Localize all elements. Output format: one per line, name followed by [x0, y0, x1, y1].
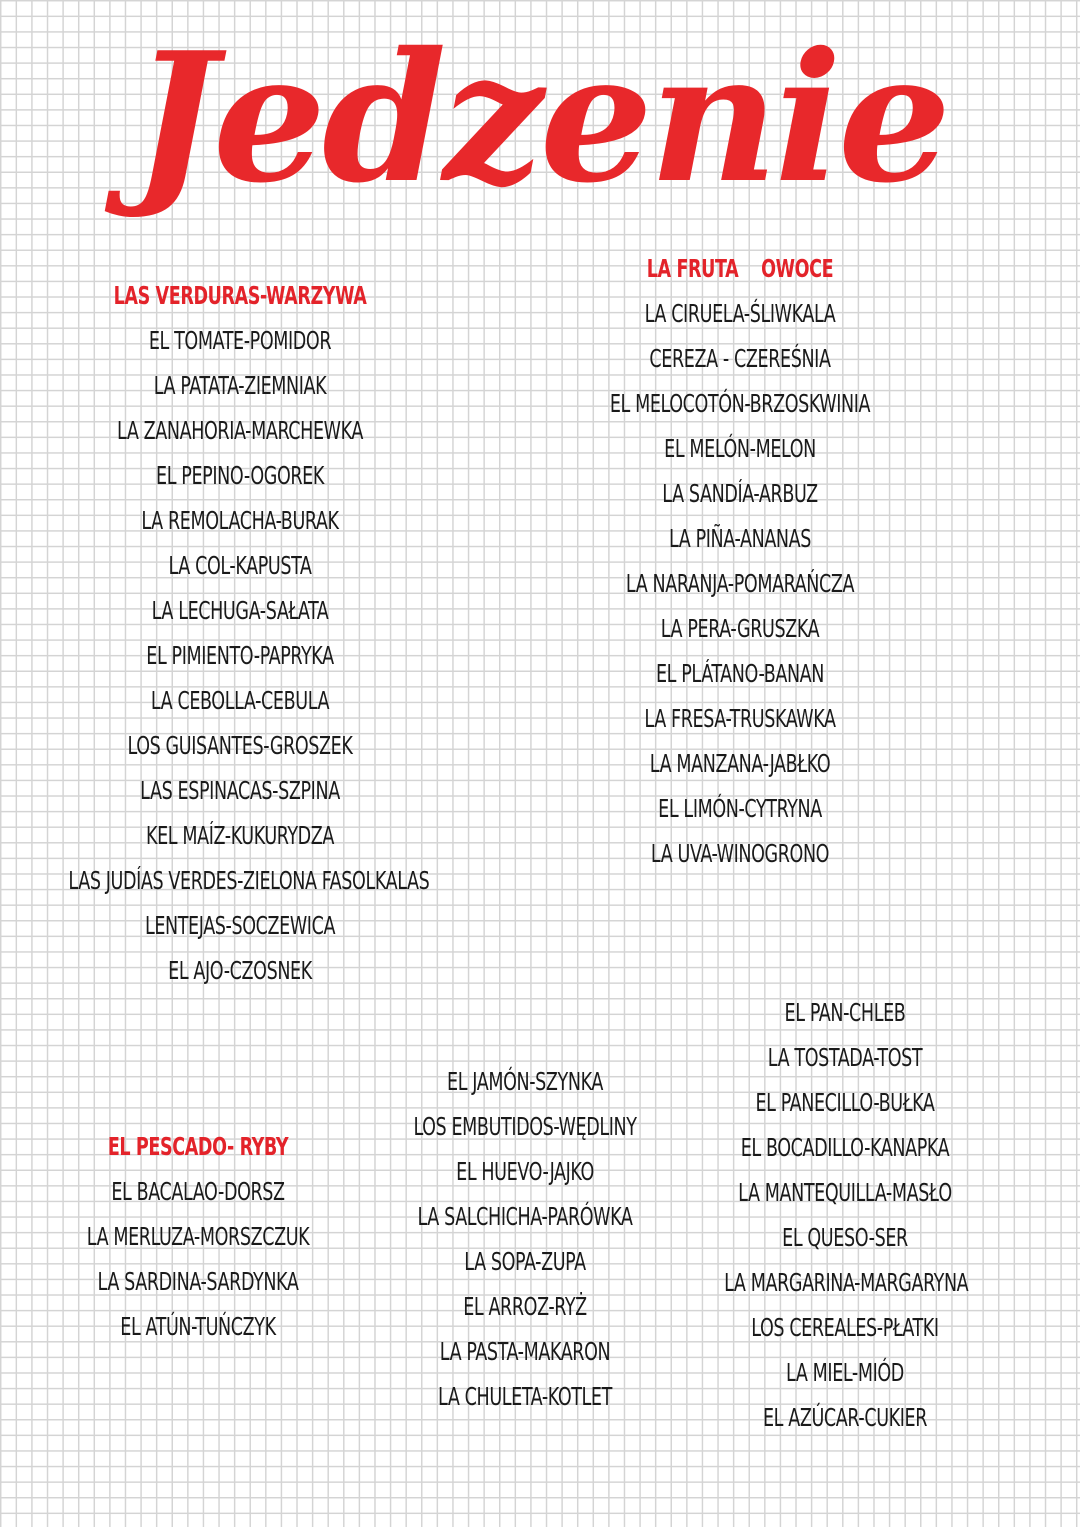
vocab-item: EL QUESO-SER: [782, 1223, 908, 1252]
vocab-item: EL BOCADILLO-KANAPKA: [740, 1133, 950, 1162]
vocab-item: LA COL-KAPUSTA: [168, 551, 312, 580]
section-heading-verduras: LAS VERDURAS-WARZYWA: [113, 281, 367, 310]
vocab-item: LA MARGARINA-MARGARYNA: [724, 1268, 969, 1297]
fruta-section: [560, 246, 920, 876]
vocab-item: LA MANTEQUILLA-MASŁO: [738, 1178, 952, 1207]
vocab-item: LA SALCHICHA-PARÓWKA: [417, 1202, 633, 1231]
vocab-item: LOS CEREALES-PŁATKI: [751, 1313, 939, 1342]
vocab-item: LA REMOLACHA-BURAK: [141, 506, 339, 535]
vocab-item: EL PIMIENTO-PAPRYKA: [146, 641, 334, 670]
vocab-item: LAS JUDÍAS VERDES-ZIELONA FASOLKALAS: [68, 866, 430, 895]
vocab-item: LOS GUISANTES-GROSZEK: [127, 731, 353, 760]
vocab-item: LA CIRUELA-ŚLIWKALA: [644, 299, 836, 328]
vocab-item: EL PANECILLO-BUŁKA: [755, 1088, 935, 1117]
carne-section: [380, 1059, 670, 1419]
section-heading-fruta: LA FRUTA OWOCE: [646, 254, 834, 283]
vocab-item: LOS EMBUTIDOS-WĘDLINY: [413, 1112, 637, 1141]
page-title: Jedzenie: [132, 13, 948, 222]
pan-section: [690, 990, 1000, 1440]
vocab-item: LA SARDINA-SARDYNKA: [97, 1267, 299, 1296]
vocab-item: EL ATÚN-TUŃCZYK: [120, 1312, 276, 1341]
vocab-item: LA MERLUZA-MORSZCZUK: [86, 1222, 310, 1251]
vocab-item: LA SANDÍA-ARBUZ: [662, 479, 818, 508]
vocab-item: LA CHULETA-KOTLET: [438, 1382, 612, 1411]
pescado-section: [40, 1124, 356, 1349]
vocab-item: LENTEJAS-SOCZEWICA: [144, 911, 336, 940]
vocab-item: LA SOPA-ZUPA: [464, 1247, 586, 1276]
vocab-item: LA NARANJA-POMARAŃCZA: [625, 569, 855, 598]
vocab-item: EL MELOCOTÓN-BRZOSKWINIA: [609, 389, 871, 418]
vocab-item: LA PIÑA-ANANAS: [668, 524, 812, 553]
vocab-item: EL PEPINO-OGOREK: [156, 461, 324, 490]
vocab-item: CEREZA - CZEREŚNIA: [649, 344, 831, 373]
vocab-item: EL ARROZ-RYŻ: [463, 1292, 587, 1321]
vocab-item: LA PERA-GRUSZKA: [660, 614, 820, 643]
vocab-item: LA PASTA-MAKARON: [439, 1337, 611, 1366]
vocab-item: EL PLÁTANO-BANAN: [655, 659, 825, 688]
vocab-item: LAS ESPINACAS-SZPINA: [140, 776, 340, 805]
vocab-item: LA MIEL-MIÓD: [786, 1358, 904, 1387]
vocab-item: LA LECHUGA-SAŁATA: [151, 596, 329, 625]
vocab-item: LA TOSTADA-TOST: [767, 1043, 923, 1072]
vocab-item: EL JAMÓN-SZYNKA: [447, 1067, 603, 1096]
vocab-item: EL AZÚCAR-CUKIER: [762, 1403, 928, 1432]
vocab-item: EL BACALAO-DORSZ: [111, 1177, 285, 1206]
vocab-item: EL PAN-CHLEB: [784, 998, 906, 1027]
vocab-item: LA FRESA-TRUSKAWKA: [644, 704, 836, 733]
verduras-section: [20, 273, 460, 993]
vocab-item: KEL MAÍZ-KUKURYDZA: [145, 821, 335, 850]
vocab-item: LA PATATA-ZIEMNIAK: [153, 371, 327, 400]
vocab-item: EL MELÓN-MELON: [664, 434, 816, 463]
vocab-item: LA UVA-WINOGRONO: [650, 839, 830, 868]
vocab-item: LA ZANAHORIA-MARCHEWKA: [117, 416, 363, 445]
vocab-item: LA MANZANA-JABŁKO: [649, 749, 831, 778]
vocab-item: EL TOMATE-POMIDOR: [148, 326, 332, 355]
vocab-item: LA CEBOLLA-CEBULA: [150, 686, 330, 715]
vocab-item: EL HUEVO-JAJKO: [456, 1157, 594, 1186]
vocab-item: EL AJO-CZOSNEK: [168, 956, 312, 985]
section-heading-pescado: EL PESCADO- RYBY: [107, 1132, 289, 1161]
vocab-item: EL LIMÓN-CYTRYNA: [658, 794, 822, 823]
